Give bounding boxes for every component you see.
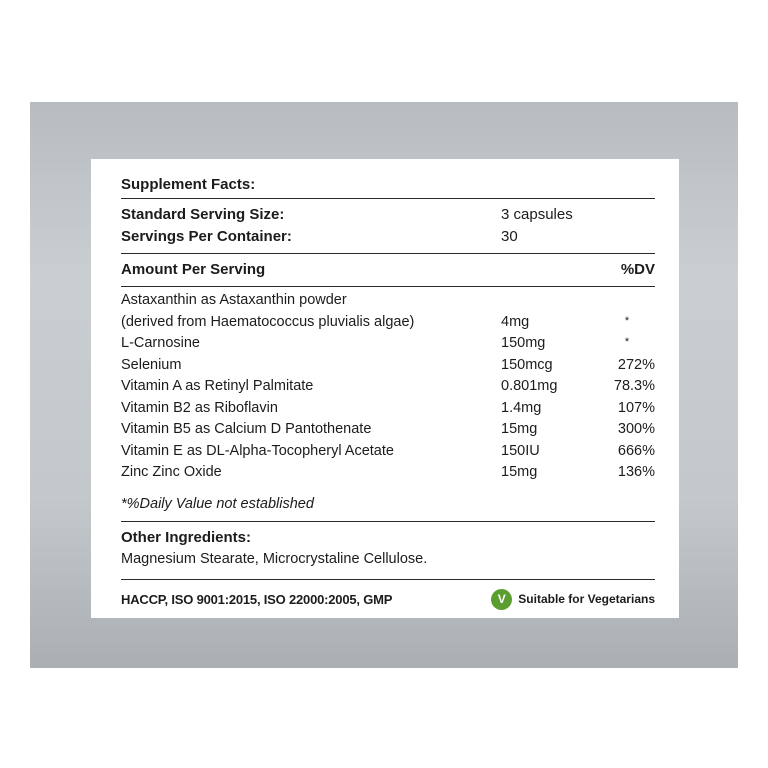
serving-size-label: Standard Serving Size: (121, 206, 285, 223)
servings-per-container-row (121, 228, 655, 248)
certifications: HACCP, ISO 9001:2015, ISO 22000:2005, GMP (121, 592, 393, 607)
nutrient-dv: 107% (617, 400, 655, 416)
nutrient-amount: 150mcg (501, 357, 553, 373)
nutrient-row (121, 378, 655, 398)
vegetarian-v-icon: V (491, 589, 512, 610)
nutrient-amount: 1.4mg (501, 400, 542, 416)
nutrient-amount: 15mg (501, 464, 538, 480)
nutrient-amount: 4mg (501, 314, 530, 330)
supplement-facts-label (91, 159, 679, 618)
dv-footnote: *%Daily Value not established (121, 496, 314, 512)
nutrient-amount: 0.801mg (501, 378, 558, 394)
nutrient-dv: 272% (617, 357, 655, 373)
nutrient-row (121, 443, 655, 463)
nutrient-name: Vitamin B5 as Calcium D Pantothenate (121, 421, 372, 437)
nutrient-amount: 15mg (501, 421, 538, 437)
nutrient-dv: 300% (617, 421, 655, 437)
nutrient-dv: 666% (617, 443, 655, 459)
divider (121, 253, 655, 254)
nutrient-name: Vitamin B2 as Riboflavin (121, 400, 278, 416)
nutrient-name: L-Carnosine (121, 335, 200, 351)
divider (121, 521, 655, 522)
other-ingredients-text: Magnesium Stearate, Microcrystaline Cellulose. (121, 551, 428, 567)
nutrient-row (121, 357, 655, 377)
other-ingredients-title: Other Ingredients: (121, 529, 252, 546)
serving-size-value: 3 capsules (501, 206, 573, 223)
nutrient-name: Zinc Zinc Oxide (121, 464, 222, 480)
nutrient-dv: 136% (617, 464, 655, 480)
nutrient-amount: 150IU (501, 443, 540, 459)
vegetarian-badge-group (491, 588, 655, 610)
nutrient-dv: * (624, 315, 630, 327)
nutrient-name: Vitamin E as DL-Alpha-Tocopheryl Acetate (121, 443, 394, 459)
amount-per-serving-label: Amount Per Serving (121, 261, 266, 278)
vegetarian-label: Suitable for Vegetarians (518, 592, 655, 606)
servings-per-container-value: 30 (501, 228, 518, 245)
nutrient-name: Vitamin A as Retinyl Palmitate (121, 378, 314, 394)
nutrient-name: Selenium (121, 357, 182, 373)
serving-size-row (121, 206, 655, 226)
nutrient-row (121, 292, 655, 312)
nutrient-row (121, 464, 655, 484)
divider (121, 579, 655, 580)
nutrient-name: (derived from Haematococcus pluvialis algae) (121, 314, 415, 330)
nutrient-row (121, 421, 655, 441)
nutrient-name: Astaxanthin as Astaxanthin powder (121, 292, 347, 308)
servings-per-container-label: Servings Per Container: (121, 228, 292, 245)
nutrient-row (121, 400, 655, 420)
nutrient-row (121, 335, 655, 355)
amount-header (121, 261, 655, 278)
divider (121, 198, 655, 199)
divider (121, 286, 655, 287)
nutrient-amount: 150mg (501, 335, 546, 351)
nutrient-dv: 78.3% (613, 378, 655, 394)
nutrient-row (121, 314, 655, 334)
label-title: Supplement Facts: (121, 176, 256, 193)
nutrient-dv: * (624, 336, 630, 348)
dv-header: %DV (620, 261, 655, 278)
